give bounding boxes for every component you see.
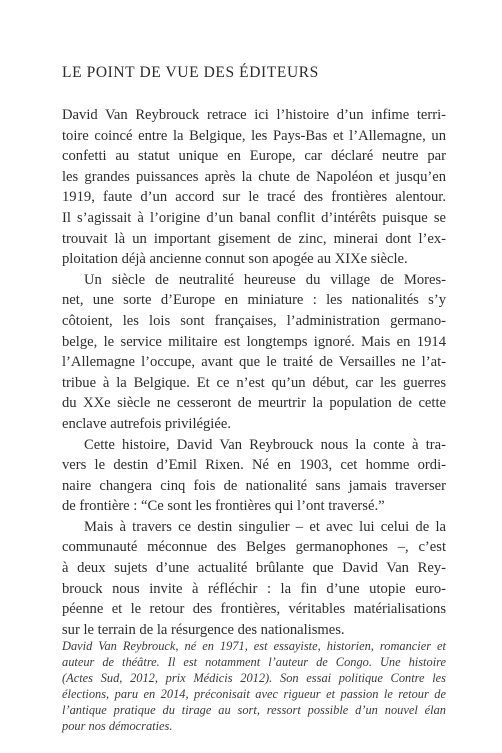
description-line: de frontière : “Ce sont les frontières qui l’ont traversé.” bbox=[62, 498, 385, 515]
description-line: net, une sorte d’Europe en miniature : les nationalités s’y bbox=[62, 292, 446, 309]
description-line: sur le terrain de la résurgence des nationalismes. bbox=[62, 621, 345, 638]
description-line: communauté méconnue des Belges germanophones –, c’est bbox=[62, 539, 446, 556]
description-line: péenne et le retour des frontières, véritables matérialisations bbox=[62, 601, 446, 618]
description-line: tribue à la Belgique. Et ce n’est qu’un début, car les guerres bbox=[62, 374, 446, 391]
description-line: brouck nous invite à réfléchir : la fin d’une utopie euro- bbox=[62, 580, 446, 597]
description-line: Mais à travers ce destin singulier – et avec lui celui de la bbox=[84, 518, 446, 535]
bio-line: l’antique pratique du tirage au sort, ressort possible d’un nouvel élan bbox=[62, 703, 446, 717]
description-line: belge, le service militaire est longtemps ignoré. Mais en 1914 bbox=[62, 333, 446, 350]
bio-line: élections, paru en 2014, préconisait avec rigueur et passion le retour de bbox=[62, 687, 446, 701]
publisher-description bbox=[62, 105, 446, 640]
description-line: les grandes puissances après la chute de Napoléon et jusqu’en bbox=[62, 168, 446, 185]
description-line: David Van Reybrouck retrace ici l’histoire d’un infime terri- bbox=[62, 107, 446, 123]
description-line: l’Allemagne l’occupe, avant que le traité de Versailles ne l’at- bbox=[62, 354, 446, 371]
description-line: confetti au statut unique en Europe, car déclaré neutre par bbox=[62, 148, 446, 165]
bio-line: (Actes Sud, 2012, prix Médicis 2012). Son essai politique Contre les bbox=[62, 671, 446, 685]
description-line: 1919, faute d’un accord sur le tracé des frontières alentour. bbox=[62, 189, 446, 206]
description-line: trouvait là un important gisement de zinc, minerai dont l’ex- bbox=[62, 230, 446, 247]
description-line: naire changera cinq fois de nationalité sans jamais traverser bbox=[62, 477, 446, 494]
description-line: à deux sujets d’une actualité brûlante que David Van Rey- bbox=[62, 560, 446, 577]
bio-line: auteur de théâtre. Il est notamment l’auteur de Congo. Une histoire bbox=[62, 655, 446, 669]
section-heading: LE POINT DE VUE DES ÉDITEURS bbox=[62, 64, 319, 81]
bio-line: David Van Reybrouck, né en 1971, est essayiste, historien, romancier et bbox=[62, 639, 446, 653]
description-line: enclave autrefois privilégiée. bbox=[62, 415, 231, 432]
description-line: du XXe siècle ne cesseront de meurtrir la population de cette bbox=[62, 395, 446, 412]
description-line: toire coincé entre la Belgique, les Pays-Bas et l’Allemagne, un bbox=[62, 127, 446, 144]
description-line: côtoient, les lois sont françaises, l’administration germano- bbox=[62, 312, 446, 329]
description-line: ploitation déjà ancienne connut son apogée au XIXe siècle. bbox=[62, 251, 408, 268]
description-line: Cette histoire, David Van Reybrouck nous la conte à tra- bbox=[84, 436, 446, 453]
author-biography bbox=[62, 638, 446, 734]
description-line: Il s’agissait à l’origine d’un banal conflit d’intérêts puisque se bbox=[62, 209, 446, 226]
bio-line: pour nos démocraties. bbox=[62, 719, 173, 733]
description-line: Un siècle de neutralité heureuse du village de Mores- bbox=[84, 271, 446, 288]
description-line: vers le destin d’Emil Rixen. Né en 1903, cet homme ordi- bbox=[62, 457, 446, 474]
